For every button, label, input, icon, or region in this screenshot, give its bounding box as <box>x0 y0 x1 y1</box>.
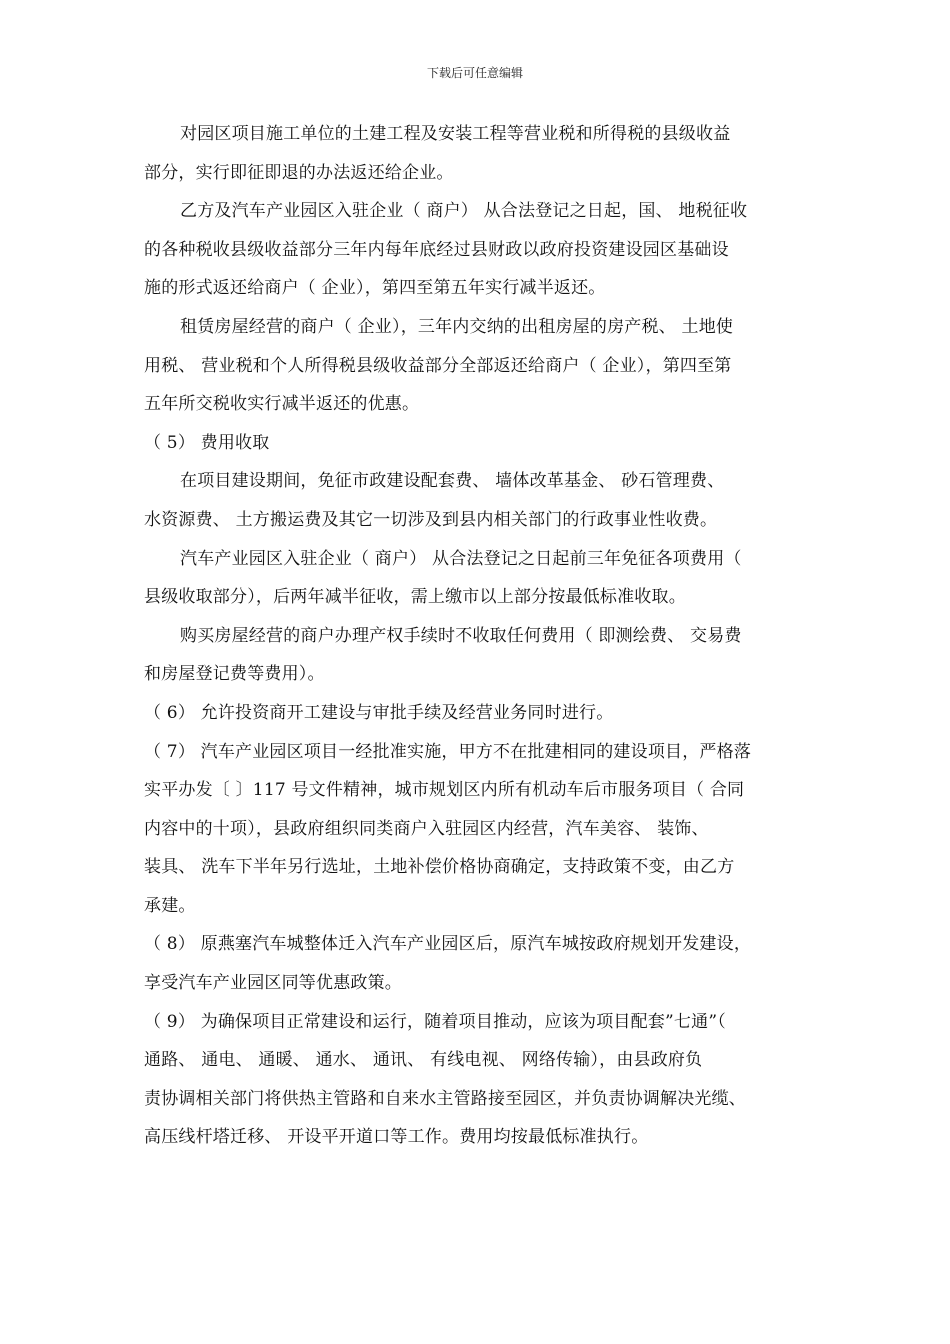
text-line: 水资源费、 土方搬运费及其它一切涉及到县内相关部门的行政事业性收费。 <box>144 509 718 530</box>
text-line: 部分，实行即征即退的办法返还给企业。 <box>144 162 454 183</box>
text-line: 汽车产业园区入驻企业（ 商户） 从合法登记之日起前三年免征各项费用（ <box>180 548 742 569</box>
text-line: 县级收取部分），后两年减半征收，需上缴市以上部分按最低标准收取。 <box>144 587 686 608</box>
text-line: 对园区项目施工单位的土建工程及安装工程等营业税和所得税的县级收益 <box>180 124 731 144</box>
text-line: 享受汽车产业园区同等优惠政策。 <box>144 973 402 994</box>
text-line: 通路、 通电、 通暖、 通水、 通讯、 有线电视、 网络传输），由县政府负 <box>144 1050 703 1071</box>
text-line: 和房屋登记费等费用）。 <box>144 664 325 685</box>
text-line: 装具、 洗车下半年另行选址，土地补偿价格协商确定，支持政策不变，由乙方 <box>144 857 735 878</box>
text-line: 五年所交税收实行减半返还的优惠。 <box>144 394 420 415</box>
text-line: 的各种税收县级收益部分三年内每年底经过县财政以政府投资建设园区基础设 <box>144 239 729 260</box>
text-line: （ 7） 汽车产业园区项目一经批准实施，甲方不在批建相同的建设项目，严格落 <box>144 741 752 762</box>
text-line: 实平办发〔 〕117 号文件精神，城市规划区内所有机动车后市服务项目（ 合同 <box>144 780 745 801</box>
text-line: 乙方及汽车产业园区入驻企业（ 商户） 从合法登记之日起，国、 地税征收 <box>180 201 748 222</box>
text-line: （ 5） 费用收取 <box>144 432 270 453</box>
text-line: 购买房屋经营的商户办理产权手续时不收取任何费用（ 即测绘费、 交易费 <box>180 625 742 646</box>
text-line: （ 6） 允许投资商开工建设与审批手续及经营业务同时进行。 <box>144 702 614 723</box>
text-line: 责协调相关部门将供热主管路和自来水主管路接至园区，并负责协调解决光缆、 <box>144 1088 746 1109</box>
page-header: 下载后可任意编辑 <box>426 66 523 80</box>
text-line: 承建。 <box>144 895 196 916</box>
text-line: 在项目建设期间，免征市政建设配套费、 墙体改革基金、 砂石管理费、 <box>180 471 725 492</box>
text-line: （ 9） 为确保项目正常建设和运行，随着项目推动，应该为项目配套”七通”（ <box>144 1011 726 1032</box>
text-line: （ 8） 原燕塞汽车城整体迁入汽车产业园区后，原汽车城按政府规划开发建设， <box>144 934 752 955</box>
text-line: 施的形式返还给商户（ 企业），第四至第五年实行减半返还。 <box>144 278 606 299</box>
text-line: 高压线杆塔迁移、 开设平开道口等工作。费用均按最低标准执行。 <box>144 1127 649 1148</box>
document-body <box>144 115 824 1157</box>
text-line: 租赁房屋经营的商户（ 企业），三年内交纳的出租房屋的房产税、 土地使 <box>180 316 734 337</box>
text-line: 用税、 营业税和个人所得税县级收益部分全部返还给商户（ 企业），第四至第 <box>144 355 732 376</box>
text-line: 内容中的十项），县政府组织同类商户入驻园区内经营，汽车美容、 装饰、 <box>144 818 709 839</box>
